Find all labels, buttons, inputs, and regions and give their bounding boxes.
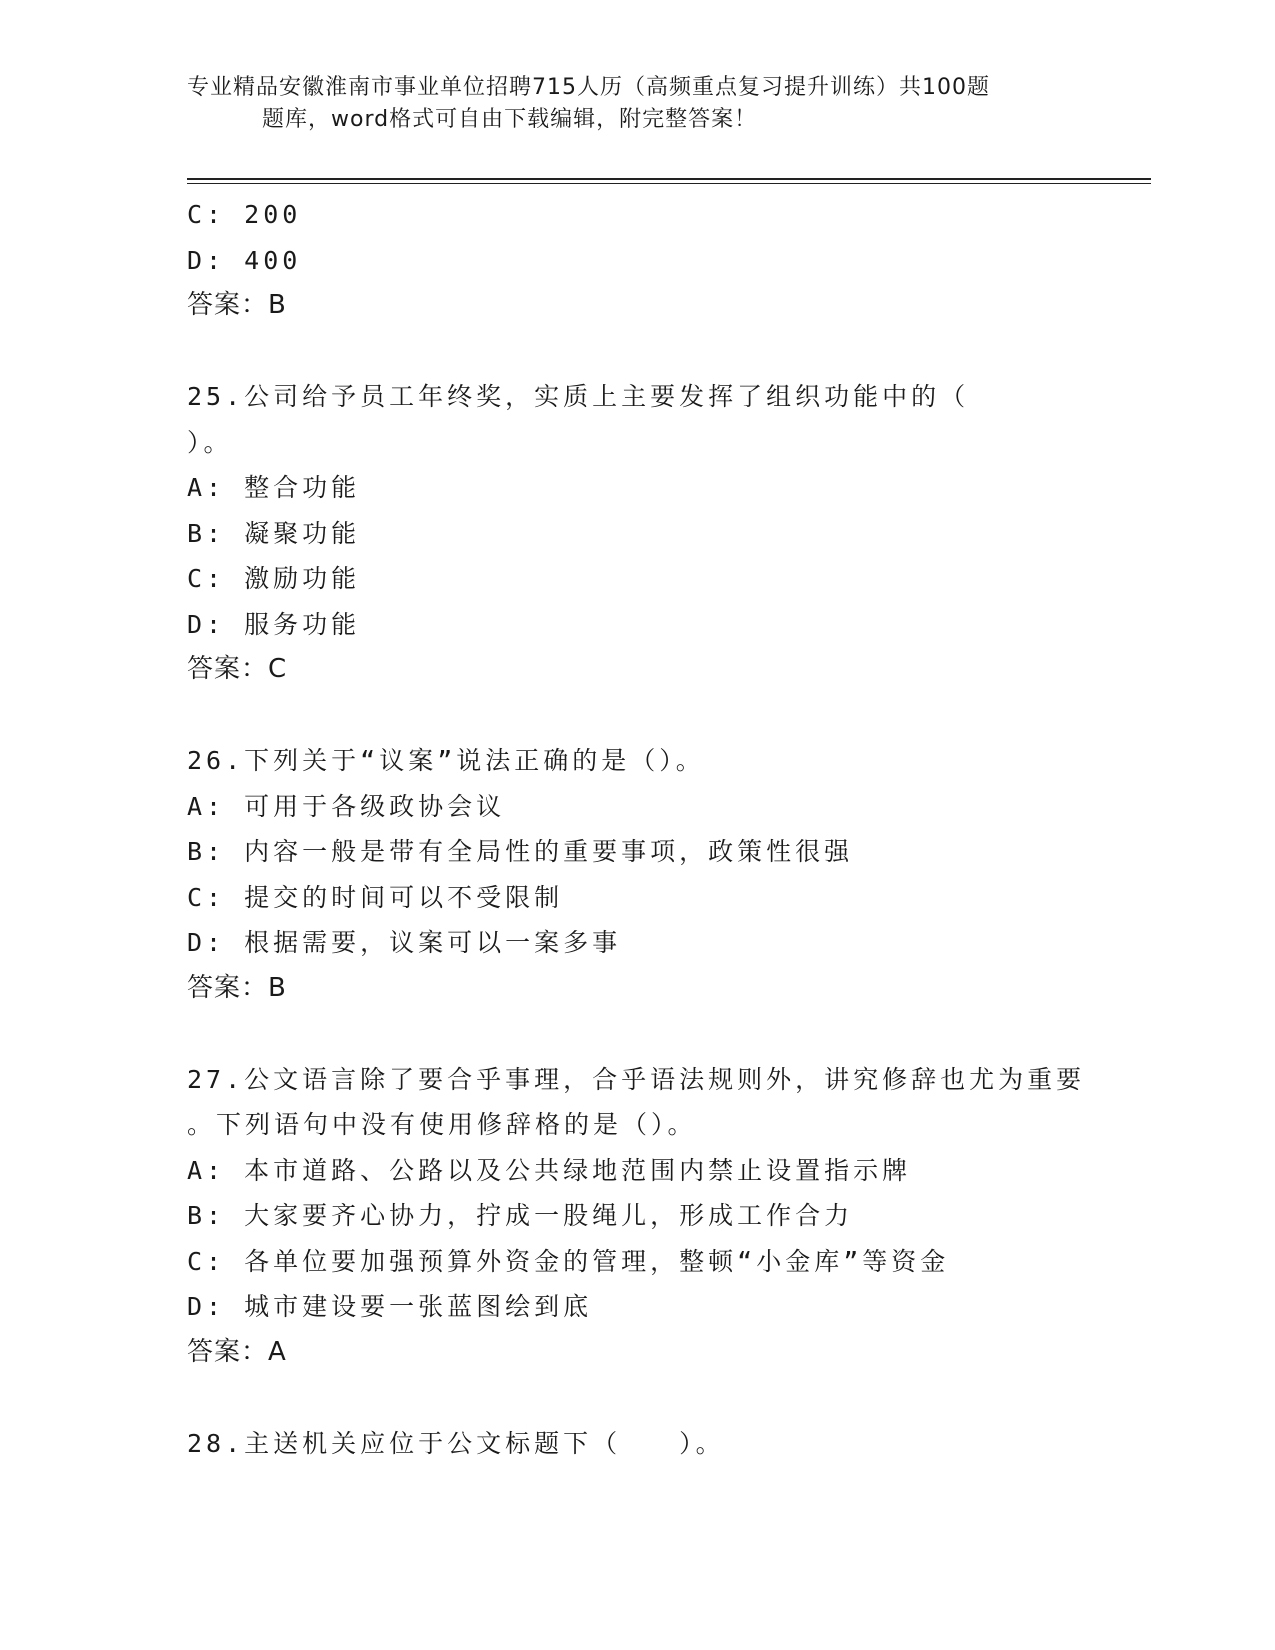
question-26-option-c: C: 提交的时间可以不受限制 [187, 882, 564, 912]
question-spacer [187, 1011, 1087, 1057]
question-spacer [187, 693, 1087, 739]
question-27-option-d: D: 城市建设要一张蓝图绘到底 [187, 1292, 593, 1321]
question-spacer [187, 1375, 1087, 1421]
question-25-stem-line-1: 25.公司给予员工年终奖，实质上主要发挥了组织功能中的（ [187, 382, 970, 411]
header-title-line-2: 题库，word格式可自由下载编辑，附完整答案！ [262, 107, 758, 132]
question-26-option-a: A: 可用于各级政协会议 [187, 791, 506, 821]
question-25-stem-line-2: ）。 [187, 427, 233, 457]
header-rule-thick [187, 178, 1151, 180]
option-d: D: 400 [187, 245, 302, 275]
question-25-option-b: B: 凝聚功能 [187, 518, 361, 548]
question-27-stem-line-1: 27.公文语言除了要合乎事理，合乎语法规则外，讲究修辞也尤为重要 [187, 1064, 1086, 1094]
question-spacer [187, 329, 1087, 375]
question-25-option-d: D: 服务功能 [187, 609, 361, 639]
question-27-option-a: A: 本市道路、公路以及公共绿地范围内禁止设置指示牌 [187, 1155, 912, 1185]
question-26-answer: 答案：B [187, 972, 287, 1003]
question-27-answer: 答案：A [187, 1336, 287, 1367]
header-rule-thin [187, 183, 1151, 184]
option-c: C: 200 [187, 200, 302, 229]
answer-label: 答案：B [187, 290, 287, 320]
question-26-stem: 26.下列关于“议案”说法正确的是（）。 [187, 746, 705, 775]
question-27-stem-line-2: 。下列语句中没有使用修辞格的是（）。 [187, 1110, 697, 1139]
header-title-line-1: 专业精品安徽淮南市事业单位招聘715人历（高频重点复习提升训练）共100题 [187, 75, 990, 100]
question-25-option-c: C: 激励功能 [187, 564, 361, 593]
question-27-option-b: B: 大家要齐心协力，拧成一股绳儿，形成工作合力 [187, 1201, 854, 1230]
question-26-option-b: B: 内容一般是带有全局性的重要事项，政策性很强 [187, 837, 854, 866]
question-26-option-d: D: 根据需要，议案可以一案多事 [187, 928, 622, 957]
question-content [187, 192, 1087, 1466]
question-27-option-c: C: 各单位要加强预算外资金的管理，整顿“小金库”等资金 [187, 1246, 950, 1276]
question-25-option-a: A: 整合功能 [187, 473, 361, 502]
question-28-stem: 28.主送机关应位于公文标题下（ ）。 [187, 1428, 725, 1458]
question-25-answer: 答案：C [187, 654, 288, 684]
document-header [187, 72, 1087, 136]
